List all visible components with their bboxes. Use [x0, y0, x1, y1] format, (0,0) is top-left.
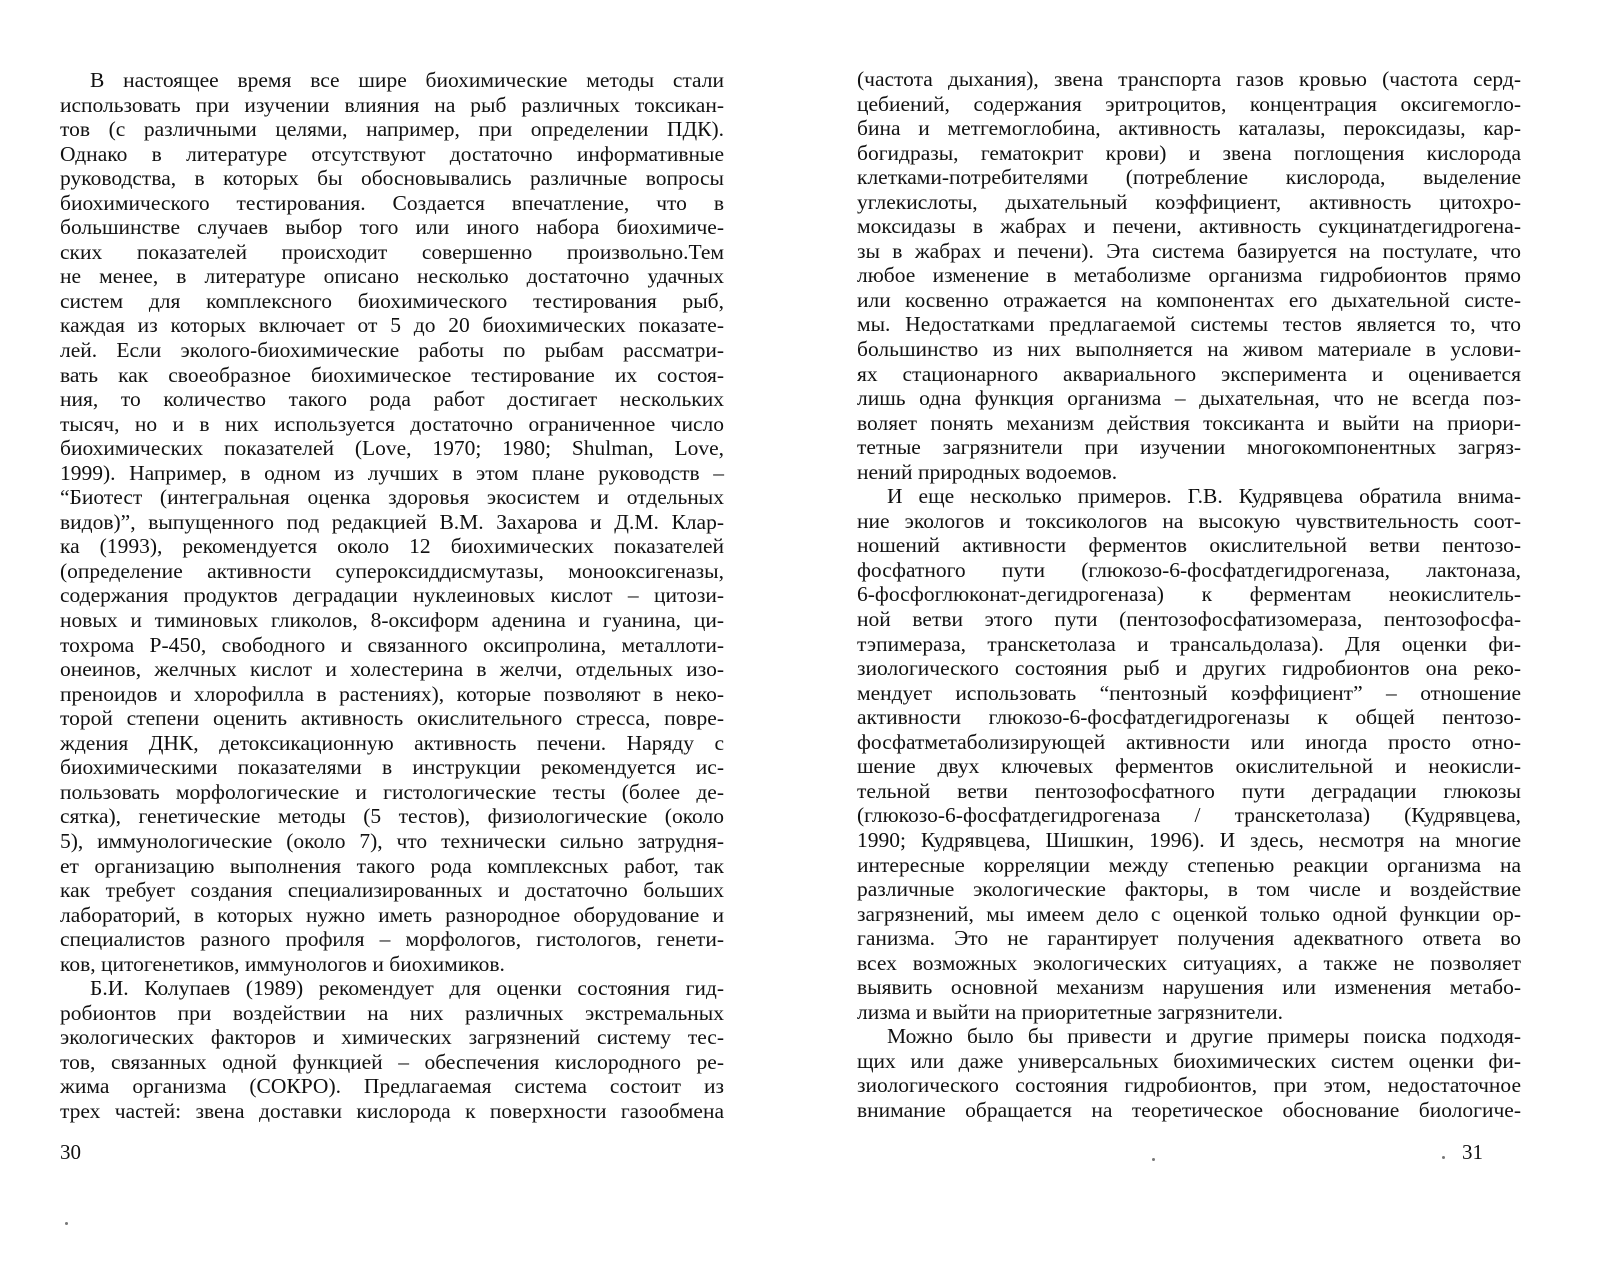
text-line: нений природных водоемов.	[857, 459, 1118, 484]
text-line: активности глюкозо-6-фосфатдегидрогеназы к общей пентозо-	[857, 705, 1521, 730]
text-line: В настоящее время все шире биохимические методы стали	[90, 68, 724, 92]
text-line: или косвенно отражается на компонентах его дыхательной систе-	[857, 287, 1521, 312]
text-line: клетками-потребителями (потребление кислорода, выделение	[857, 165, 1521, 190]
text-line: специалистов разного профиля – морфологов, гистологов, генети-	[60, 927, 724, 952]
text-line: тельной ветви пентозофосфатного пути деградации глюкозы	[857, 778, 1521, 803]
text-line: Однако в литературе отсутствуют достаточно информативные	[60, 141, 724, 166]
text-line: каждая из которых включает от 5 до 20 биохимических показате-	[60, 313, 724, 338]
text-line: не менее, в литературе описано несколько достаточно удачных	[60, 264, 724, 289]
text-line: 5), иммунологические (около 7), что технически сильно затрудня-	[60, 828, 724, 853]
text-line: ях стационарного аквариального эксперимента и оценивается	[857, 361, 1521, 386]
text-line: выявить основной механизм нарушения или изменения метабо-	[857, 975, 1521, 1000]
text-line: биохимического тестирования. Создается впечатление, что в	[60, 190, 724, 215]
text-line: (частота дыхания), звена транспорта газов кровью (частота серд-	[857, 67, 1521, 91]
text-line: (глюкозо-6-фосфатдегидрогеназа / транскетолаза) (Кудрявцева,	[857, 803, 1521, 828]
text-line: богидразы, гематокрит крови) и звена поглощения кислорода	[857, 140, 1521, 165]
text-line: ждения ДНК, детоксикационную активность печени. Наряду с	[60, 730, 724, 755]
text-line: ка (1993), рекомендуется около 12 биохимических показателей	[60, 534, 724, 559]
text-line: лизма и выйти на приоритетные загрязнители.	[857, 999, 1284, 1024]
text-line: ских показателей происходит совершенно произвольно.Тем	[60, 239, 724, 264]
text-line: ков, цитогенетиков, иммунологов и биохимиков.	[60, 951, 505, 976]
text-line: внимание обращается на теоретическое обоснование биологиче-	[857, 1097, 1521, 1122]
right-page-number: 31	[1462, 1140, 1483, 1164]
text-line: щих или даже универсальных биохимических систем оценки фи-	[857, 1048, 1521, 1073]
text-line: тохрома P-450, свободного и связанного оксипролина, металлоти-	[60, 632, 724, 657]
text-line: (определение активности супероксиддисмутазы, монооксигеназы,	[60, 558, 724, 583]
text-line: цебиений, содержания эритроцитов, концентрация оксигемогло-	[857, 91, 1521, 116]
text-line: “Биотест (интегральная оценка здоровья экосистем и отдельных	[60, 485, 724, 510]
right-page	[800, 0, 1600, 1262]
text-line: большинстве случаев выбор того или иного набора биохимиче-	[60, 215, 724, 240]
text-line: биохимическими показателями в инструкции рекомендуется ис-	[60, 755, 724, 780]
text-line: Б.И. Колупаев (1989) рекомендует для оценки состояния гид-	[90, 976, 724, 1001]
text-line: мы. Недостатками предлагаемой системы тестов является то, что	[857, 312, 1521, 337]
text-line: ной ветви этого пути (пентозофосфатизомераза, пентозофосфа-	[857, 607, 1521, 632]
text-line: лей. Если эколого-биохимические работы по рыбам рассматри-	[60, 338, 724, 363]
text-line: зы в жабрах и печени). Эта система базируется на постулате, что	[857, 238, 1521, 263]
text-line: биохимических показателей (Love, 1970; 1980; Shulman, Love,	[60, 436, 724, 461]
text-line: как требует создания специализированных и достаточно больших	[60, 878, 724, 903]
left-page-text	[60, 68, 724, 1124]
scan-speck	[65, 1222, 68, 1225]
text-line: жима организма (СОКРО). Предлагаемая система состоит из	[60, 1074, 724, 1099]
text-line: всех возможных экологических ситуациях, а также не позволяет	[857, 950, 1521, 975]
text-line: использовать при изучении влияния на рыб различных токсикан-	[60, 92, 724, 117]
text-line: фосфатметаболизирующей активности или иногда просто отно-	[857, 729, 1521, 754]
text-line: ганизма. Это не гарантирует получения адекватного ответа во	[857, 926, 1521, 951]
text-line: углекислоты, дыхательный коэффициент, активность цитохро-	[857, 189, 1521, 214]
text-line: большинство из них выполняется на живом материале в услови-	[857, 337, 1521, 362]
text-line: 1999). Например, в одном из лучших в этом плане руководств –	[60, 460, 724, 485]
text-line: тов (с различными целями, например, при определении ПДК).	[60, 117, 724, 142]
text-line: вать как своеобразное биохимическое тестирование их состоя-	[60, 362, 724, 387]
text-line: Можно было бы привести и другие примеры поиска подходя-	[887, 1024, 1521, 1049]
scan-speck	[1152, 1158, 1155, 1161]
text-line: торой степени оценить активность окислительного стресса, повре-	[60, 706, 724, 731]
text-line: воляет понять механизм действия токсиканта и выйти на приори-	[857, 410, 1521, 435]
text-line: ношений активности ферментов окислительной ветви пентозо-	[857, 533, 1521, 558]
text-line: зиологического состояния гидробионтов, при этом, недостаточное	[857, 1073, 1521, 1098]
text-line: 1990; Кудрявцева, Шишкин, 1996). И здесь, несмотря на многие	[857, 827, 1521, 852]
text-line: трех частей: звена доставки кислорода к поверхности газообмена	[60, 1098, 724, 1123]
text-line: преноидов и хлорофилла в растениях), которые позволяют в неко-	[60, 681, 724, 706]
text-line: систем для комплексного биохимического тестирования рыб,	[60, 288, 724, 313]
text-line: содержания продуктов деградации нуклеиновых кислот – цитози-	[60, 583, 724, 608]
text-line: шение двух ключевых ферментов окислительной и неокисли-	[857, 754, 1521, 779]
text-line: 6-фосфоглюконат-дегидрогеназа) к ферментам неокислитель-	[857, 582, 1521, 607]
text-line: сятка), генетические методы (5 тестов), физиологические (около	[60, 804, 724, 829]
text-line: мендует использовать “пентозный коэффициент” – отношение	[857, 680, 1521, 705]
text-line: робионтов при воздействии на них различных экстремальных	[60, 1000, 724, 1025]
text-line: новых и тиминовых гликолов, 8-оксиформ аденина и гуанина, ци-	[60, 608, 724, 633]
text-line: загрязнений, мы имеем дело с оценкой только одной функции ор-	[857, 901, 1521, 926]
text-line: видов)”, выпущенного под редакцией В.М. Захарова и Д.М. Клар-	[60, 509, 724, 534]
text-line: лабораторий, в которых нужно иметь разнородное оборудование и	[60, 902, 724, 927]
right-page-text	[857, 67, 1521, 1123]
text-line: онеинов, желчных кислот и холестерина в желчи, отдельных изо-	[60, 657, 724, 682]
text-line: фосфатного пути (глюкозо-6-фосфатдегидрогеназа, лактоназа,	[857, 557, 1521, 582]
text-line: экологических факторов и химических загрязнений систему тес-	[60, 1025, 724, 1050]
text-line: тэпимераза, транскетолаза и трансальдолаза). Для оценки фи-	[857, 631, 1521, 656]
text-line: моксидазы в жабрах и печени, активность сукцинатдегидрогена-	[857, 214, 1521, 239]
text-line: тетные загрязнители при изучении многокомпонентных загряз-	[857, 435, 1521, 460]
text-line: И еще несколько примеров. Г.В. Кудрявцева обратила внима-	[887, 484, 1521, 509]
scan-speck	[1442, 1156, 1445, 1159]
text-line: различные экологические факторы, в том числе и воздействие	[857, 877, 1521, 902]
left-page-number: 30	[60, 1140, 81, 1164]
text-line: ния, то количество такого рода работ достигает нескольких	[60, 387, 724, 412]
text-line: любое изменение в метаболизме организма гидробионтов прямо	[857, 263, 1521, 288]
text-line: тов, связанных одной функцией – обеспечения кислородного ре-	[60, 1049, 724, 1074]
text-line: ет организацию выполнения такого рода комплексных работ, так	[60, 853, 724, 878]
text-line: тысяч, но и в них используется достаточно ограниченное число	[60, 411, 724, 436]
text-line: пользовать морфологические и гистологические тесты (более де-	[60, 779, 724, 804]
text-line: ние экологов и токсикологов на высокую чувствительность соот-	[857, 508, 1521, 533]
text-line: лишь одна функция организма – дыхательная, что не всегда поз-	[857, 386, 1521, 411]
text-line: интересные корреляции между степенью реакции организма на	[857, 852, 1521, 877]
text-line: зиологического состояния рыб и других гидробионтов она реко-	[857, 656, 1521, 681]
text-line: руководства, в которых бы обосновывались различные вопросы	[60, 166, 724, 191]
text-line: бина и метгемоглобина, активность каталазы, пероксидазы, кар-	[857, 116, 1521, 141]
